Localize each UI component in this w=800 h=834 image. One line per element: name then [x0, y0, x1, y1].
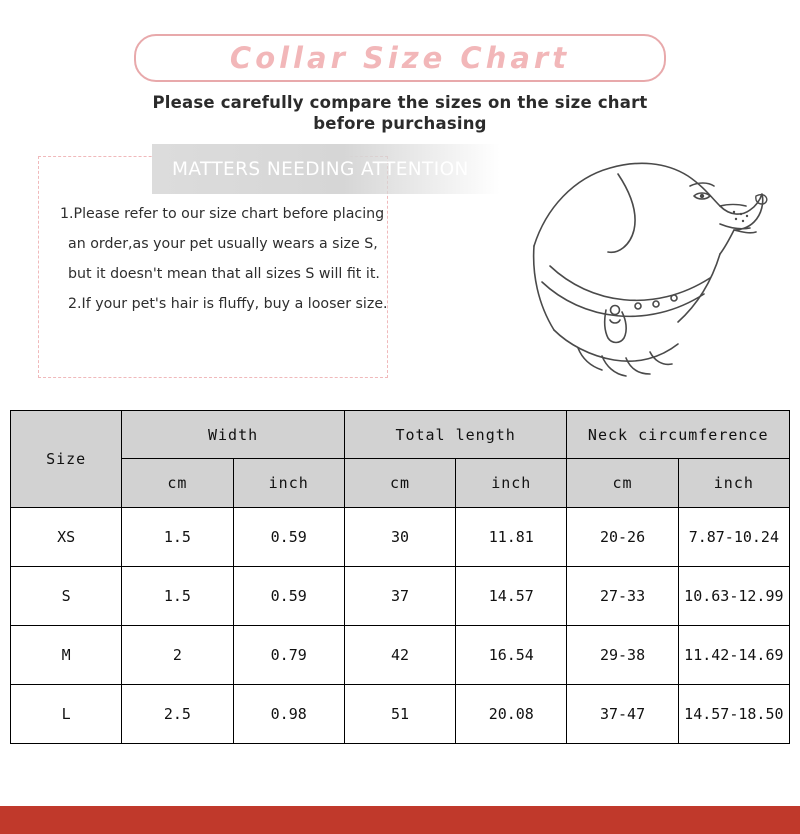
table-row [11, 567, 790, 626]
table-header-row-groups [11, 411, 790, 459]
cell-length-cm: 51 [344, 685, 455, 744]
cell-size: L [11, 685, 122, 744]
cell-neck-cm: 29-38 [567, 626, 678, 685]
size-chart-page [0, 34, 800, 744]
cell-length-cm: 30 [344, 508, 455, 567]
cell-neck-inch: 11.42-14.69 [678, 626, 789, 685]
attention-note-line: an order,as your pet usually wears a size S, [68, 236, 378, 252]
cell-neck-inch: 10.63-12.99 [678, 567, 789, 626]
cell-neck-cm: 27-33 [567, 567, 678, 626]
cell-width-inch: 0.98 [233, 685, 344, 744]
subtitle-line-1: Please carefully compare the sizes on the size chart [152, 93, 648, 112]
header-group-width: Width [122, 411, 345, 459]
cell-neck-cm: 37-47 [567, 685, 678, 744]
attention-banner [152, 144, 500, 194]
cell-neck-inch: 7.87-10.24 [678, 508, 789, 567]
page-title-frame [134, 34, 666, 82]
cell-width-cm: 1.5 [122, 508, 233, 567]
subtitle-line-2: before purchasing [313, 114, 487, 133]
attention-note-line: 1.Please refer to our size chart before placing [60, 206, 385, 222]
header-unit-width-cm: cm [122, 459, 233, 508]
header-size: Size [11, 411, 122, 508]
cell-length-inch: 14.57 [456, 567, 567, 626]
cell-length-inch: 20.08 [456, 685, 567, 744]
cell-neck-inch: 14.57-18.50 [678, 685, 789, 744]
table-row [11, 685, 790, 744]
attention-notes [60, 206, 410, 326]
footer-accent-bar [0, 806, 800, 834]
cell-length-inch: 11.81 [456, 508, 567, 567]
size-table-head [11, 411, 790, 508]
cell-size: M [11, 626, 122, 685]
size-table [10, 410, 790, 744]
table-header-row-units [11, 459, 790, 508]
cell-width-cm: 1.5 [122, 567, 233, 626]
page-subtitle [80, 92, 720, 134]
table-row [11, 626, 790, 685]
header-group-total-length: Total length [344, 411, 567, 459]
header-unit-width-inch: inch [233, 459, 344, 508]
header-unit-length-cm: cm [344, 459, 455, 508]
attention-banner-label: MATTERS NEEDING ATTENTION [172, 158, 469, 180]
cell-length-inch: 16.54 [456, 626, 567, 685]
cell-size: XS [11, 508, 122, 567]
attention-section [0, 134, 800, 404]
cell-width-cm: 2.5 [122, 685, 233, 744]
cell-length-cm: 42 [344, 626, 455, 685]
cell-size: S [11, 567, 122, 626]
cell-width-inch: 0.79 [233, 626, 344, 685]
cell-width-cm: 2 [122, 626, 233, 685]
size-table-body [11, 508, 790, 744]
header-group-neck-circumference: Neck circumference [567, 411, 790, 459]
dog-wearing-collar-illustration [498, 134, 778, 394]
header-unit-neck-cm: cm [567, 459, 678, 508]
page-title: Collar Size Chart [229, 41, 571, 75]
table-row [11, 508, 790, 567]
cell-neck-cm: 20-26 [567, 508, 678, 567]
cell-length-cm: 37 [344, 567, 455, 626]
cell-width-inch: 0.59 [233, 567, 344, 626]
attention-note-line: but it doesn't mean that all sizes S will fit it. [68, 266, 380, 282]
header-unit-neck-inch: inch [678, 459, 789, 508]
cell-width-inch: 0.59 [233, 508, 344, 567]
attention-note-line: 2.If your pet's hair is fluffy, buy a looser size. [68, 296, 388, 312]
header-unit-length-inch: inch [456, 459, 567, 508]
